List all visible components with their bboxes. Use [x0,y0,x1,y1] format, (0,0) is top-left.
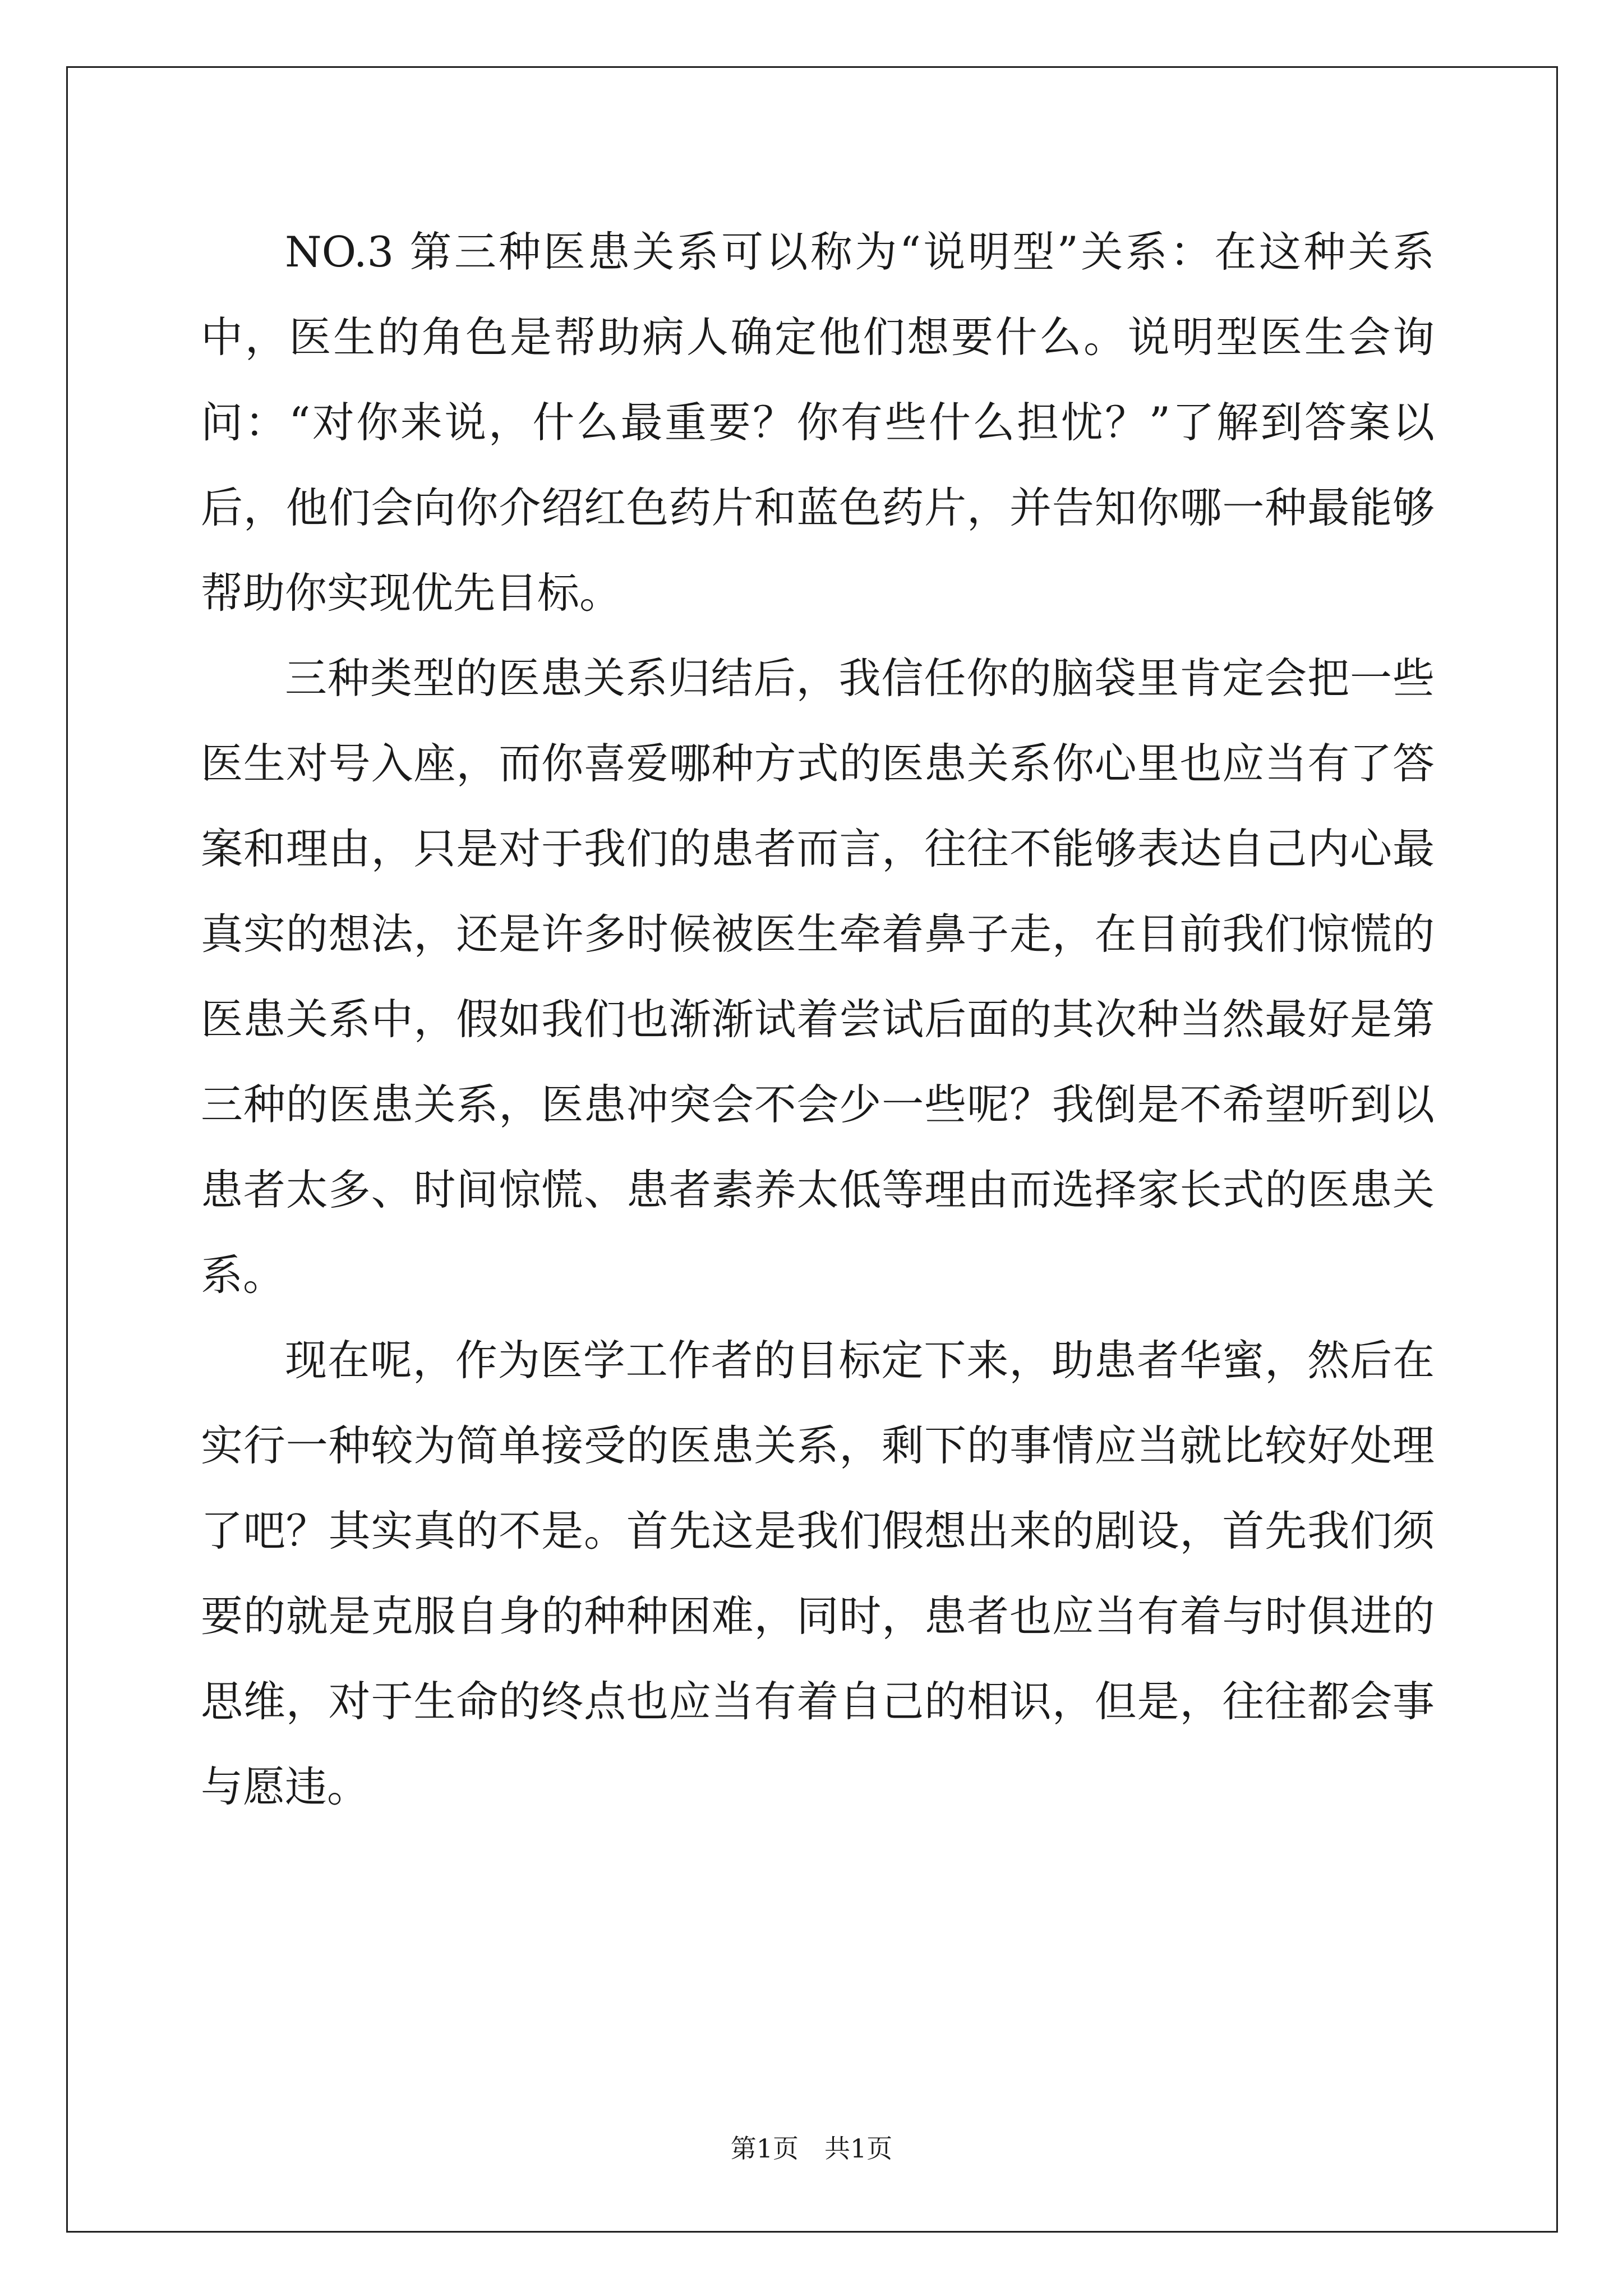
paragraph-1: NO.3 第三种医患关系可以称为“说明型”关系：在这种关系中，医生的角色是帮助病人确定他们想要什么。说明型医生会询问：“对你来说，什么最重要？你有些什么担忧？”了解到答案以后，他们会向你介绍红色药片和蓝色药片，并告知你哪一种最能够帮助你实现优先目标。 [201,227,1435,618]
page-footer [0,2132,1623,2165]
paragraph-3: 现在呢，作为医学工作者的目标定下来，助患者华蜜，然后在实行一种较为简单接受的医患关系，剩下的事情应当就比较好处理了吧？其实真的不是。首先这是我们假想出来的剧设，首先我们须要的就是克服自身的种种困难，同时，患者也应当有着与时俱进的思维，对于生命的终点也应当有着自己的相识，但是，往往都会事与愿违。 [201,1336,1435,1811]
document-body [201,209,1435,1829]
page-number-label: 第1页 共1页 [730,2133,893,2164]
paragraph-2: 三种类型的医患关系归结后，我信任你的脑袋里肯定会把一些医生对号入座，而你喜爱哪种方式的医患关系你心里也应当有了答案和理由，只是对于我们的患者而言，往往不能够表达自己内心最真实的想法，还是许多时候被医生牵着鼻子走，在目前我们惊慌的医患关系中，假如我们也渐渐试着尝试后面的其次种当然最好是第三种的医患关系，医患冲突会不会少一些呢？我倒是不希望听到以患者太多、时间惊慌、患者素养太低等理由而选择家长式的医患关系。 [201,654,1435,1300]
